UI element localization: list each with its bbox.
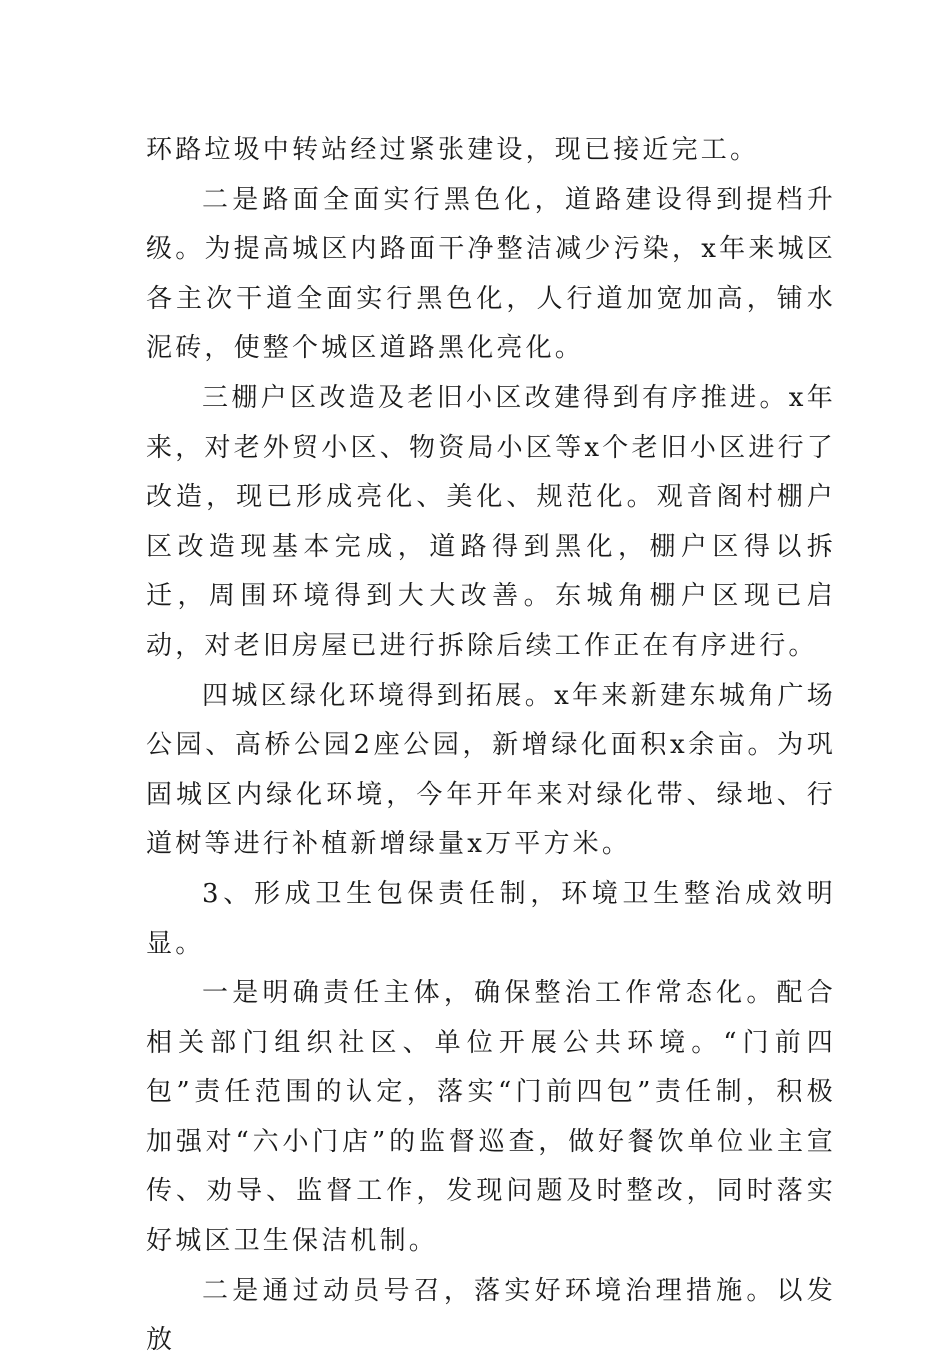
paragraph-4: 四城区绿化环境得到拓展。x年来新建东城角广场公园、高桥公园2座公园，新增绿化面积x余亩。为巩固城区内绿化环境，今年开年来对绿化带、绿地、行道树等进行补植新增绿量x万平方米。 [146, 680, 836, 860]
paragraph-1: 环路垃圾中转站经过紧张建设，现已接近完工。 [146, 135, 760, 165]
paragraph-5-section-heading: 3、形成卫生包保责任制，环境卫生整治成效明显。 [146, 878, 836, 959]
paragraph-2: 二是路面全面实行黑色化，道路建设得到提档升级。为提高城区内路面干净整洁减少污染，x年来城区各主次干道全面实行黑色化，人行道加宽加高，铺水泥砖，使整个城区道路黑化亮化。 [146, 184, 836, 364]
paragraph-7: 二是通过动员号召，落实好环境治理措施。以发放 [146, 1275, 836, 1356]
paragraph-6: 一是明确责任主体，确保整治工作常态化。配合相关部门组织社区、单位开展公共环境。“门前四包”责任范围的认定，落实“门前四包”责任制，积极加强对“六小门店”的监督巡查，做好餐饮单位业主宣传、劝导、监督工作，发现问题及时整改，同时落实好城区卫生保洁机制。 [146, 978, 836, 1257]
paragraph-3: 三棚户区改造及老旧小区改建得到有序推进。x年来，对老外贸小区、物资局小区等x个老旧小区进行了改造，现已形成亮化、美化、规范化。观音阁村棚户区改造现基本完成，道路得到黑化，棚户区得以拆迁，周围环境得到大大改善。东城角棚户区现已启动，对老旧房屋已进行拆除后续工作正在有序进行。 [146, 382, 836, 661]
document-body [146, 126, 836, 1366]
